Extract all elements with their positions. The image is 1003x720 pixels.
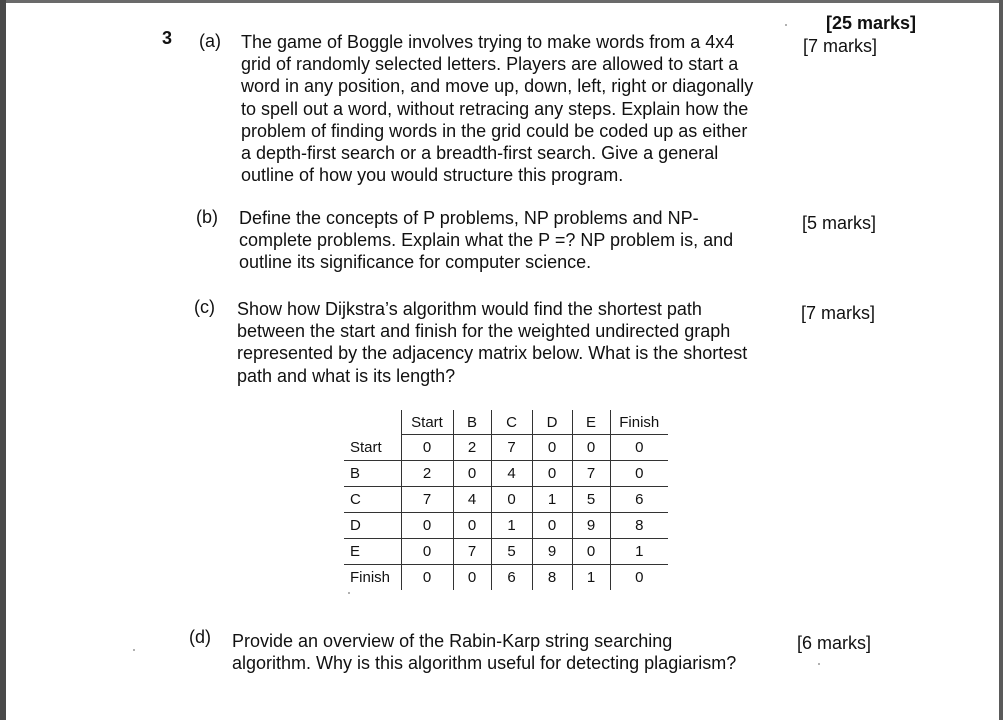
part-d-marks: [6 marks] (797, 633, 872, 653)
matrix-cell: 0 (453, 565, 491, 591)
text-line: to spell out a word, without retracing any steps. Explain how the (241, 98, 749, 119)
text-line: outline of how you would structure this program. (241, 165, 624, 186)
matrix-cell: 0 (610, 565, 668, 591)
text-line: complete problems. Explain what the P =? NP problem is, and (239, 230, 734, 251)
text-line: Define the concepts of P problems, NP problems and NP- (239, 208, 699, 228)
total-marks: [25 marks] (826, 13, 917, 33)
part-d-text (232, 630, 736, 674)
matrix-cell: 6 (491, 565, 532, 591)
adjacency-matrix (344, 410, 668, 590)
matrix-cell: 0 (610, 461, 668, 487)
text-line: algorithm. Why is this algorithm useful for detecting plagiarism? (232, 653, 737, 674)
text-line: grid of randomly selected letters. Players are allowed to start a (241, 54, 739, 75)
text-line: between the start and finish for the weighted undirected graph (237, 321, 731, 342)
part-c-label: (c) (194, 297, 215, 317)
scan-speck (348, 592, 350, 594)
text-line: Show how Dijkstra’s algorithm would find the shortest path (237, 299, 702, 319)
part-a-label: (a) (199, 31, 221, 51)
scan-speck (818, 663, 820, 665)
matrix-cell: 0 (401, 513, 453, 539)
text-line: Provide an overview of the Rabin-Karp string searching (232, 631, 673, 651)
matrix-cell: 9 (572, 513, 610, 539)
matrix-row (344, 513, 668, 539)
matrix-row-header: D (344, 513, 401, 539)
text-line: The game of Boggle involves trying to make words from a 4x4 (241, 32, 735, 52)
part-b-label: (b) (196, 207, 218, 227)
matrix-cell: 5 (572, 487, 610, 513)
matrix-col-header: Finish (610, 410, 668, 435)
matrix-cell: 0 (572, 539, 610, 565)
text-line: word in any position, and move up, down, left, right or diagonally (241, 76, 754, 97)
matrix-cell: 0 (491, 487, 532, 513)
matrix-cell: 7 (453, 539, 491, 565)
matrix-cell: 0 (453, 513, 491, 539)
matrix-cell: 4 (453, 487, 491, 513)
part-a-text (241, 31, 753, 186)
matrix-cell: 0 (572, 435, 610, 461)
matrix-cell: 0 (453, 461, 491, 487)
matrix-cell: 8 (610, 513, 668, 539)
question-number: 3 (162, 28, 173, 48)
matrix-cell: 0 (532, 461, 572, 487)
matrix-cell: 2 (401, 461, 453, 487)
matrix-cell: 0 (532, 435, 572, 461)
matrix-cell: 0 (401, 435, 453, 461)
matrix-row-header: C (344, 487, 401, 513)
matrix-cell: 1 (572, 565, 610, 591)
matrix-row-header: B (344, 461, 401, 487)
matrix-row (344, 435, 668, 461)
matrix-cell: 7 (401, 487, 453, 513)
window-right-border (999, 0, 1003, 720)
scan-speck (133, 649, 135, 651)
window-left-border (0, 0, 6, 720)
text-line: a depth-first search or a breadth-first search. Give a general (241, 143, 719, 164)
matrix-cell: 7 (491, 435, 532, 461)
matrix-cell: 9 (532, 539, 572, 565)
matrix-cell: 0 (532, 513, 572, 539)
matrix-cell: 1 (610, 539, 668, 565)
matrix-col-header: B (453, 410, 491, 435)
matrix-cell: 1 (532, 487, 572, 513)
text-line: represented by the adjacency matrix below. What is the shortest (237, 343, 748, 364)
matrix-header-row (344, 410, 668, 435)
matrix-cell: 0 (401, 565, 453, 591)
part-b-text (239, 207, 733, 274)
matrix-cell: 6 (610, 487, 668, 513)
part-b-marks: [5 marks] (802, 213, 877, 233)
matrix-cell: 5 (491, 539, 532, 565)
matrix-corner (344, 410, 401, 435)
part-a-marks: [7 marks] (803, 36, 878, 56)
matrix-cell: 1 (491, 513, 532, 539)
text-line: outline its significance for computer science. (239, 252, 592, 273)
matrix-row (344, 461, 668, 487)
text-line: path and what is its length? (237, 365, 456, 386)
matrix-cell: 0 (610, 435, 668, 461)
matrix-row-header: Start (344, 435, 401, 461)
matrix-cell: 2 (453, 435, 491, 461)
matrix-col-header: Start (401, 410, 453, 435)
matrix-cell: 7 (572, 461, 610, 487)
text-line: problem of finding words in the grid could be coded up as either (241, 120, 748, 141)
matrix-cell: 4 (491, 461, 532, 487)
matrix-col-header: C (491, 410, 532, 435)
matrix-row (344, 539, 668, 565)
matrix-col-header: D (532, 410, 572, 435)
matrix-row (344, 565, 668, 591)
matrix-cell: 0 (401, 539, 453, 565)
part-d-label: (d) (189, 627, 211, 647)
matrix-col-header: E (572, 410, 610, 435)
matrix-row-header: E (344, 539, 401, 565)
matrix-row (344, 487, 668, 513)
scan-speck (785, 24, 787, 26)
window-top-border (0, 0, 1003, 3)
matrix-cell: 8 (532, 565, 572, 591)
matrix-row-header: Finish (350, 569, 391, 586)
part-c-text (237, 298, 747, 387)
part-c-marks: [7 marks] (801, 303, 876, 323)
